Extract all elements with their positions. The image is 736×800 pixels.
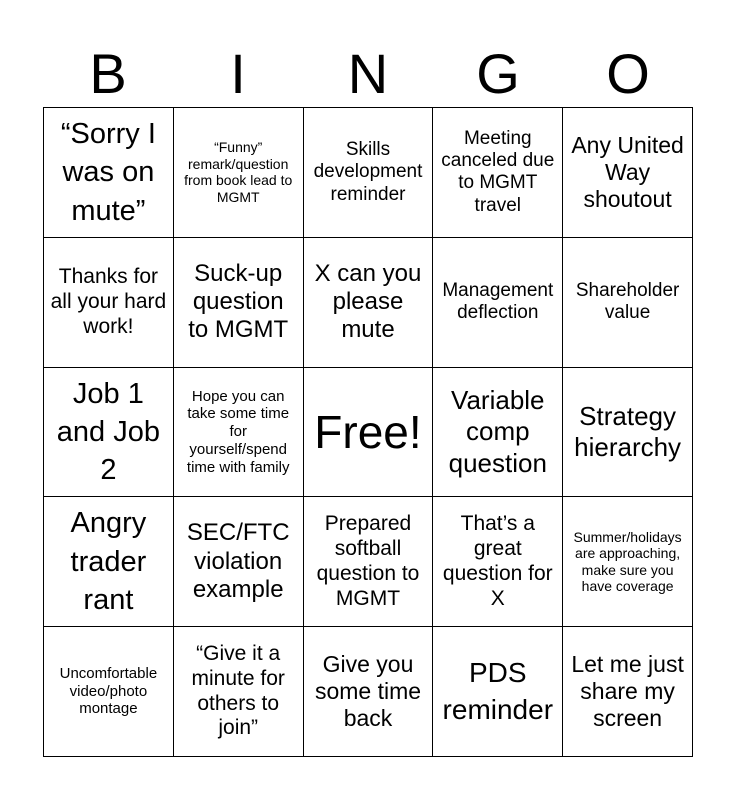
- free-space[interactable]: Free!: [304, 368, 434, 498]
- bingo-cell[interactable]: “Give it a minute for others to join”: [174, 627, 304, 757]
- header-letter-g: G: [476, 42, 520, 105]
- header-letter-n: N: [347, 42, 389, 105]
- bingo-cell[interactable]: Strategy hierarchy: [563, 368, 693, 498]
- header-letter-o: O: [606, 42, 650, 105]
- bingo-cell[interactable]: SEC/FTC violation example: [174, 497, 304, 627]
- bingo-cell[interactable]: “Funny” remark/question from book lead to MGMT: [174, 108, 304, 238]
- bingo-cell[interactable]: Variable comp question: [433, 368, 563, 498]
- bingo-cell[interactable]: Skills development reminder: [304, 108, 434, 238]
- bingo-cell[interactable]: Hope you can take some time for yourself/spend time with family: [174, 368, 304, 498]
- bingo-cell[interactable]: “Sorry I was on mute”: [44, 108, 174, 238]
- bingo-cell[interactable]: PDS reminder: [433, 627, 563, 757]
- bingo-cell[interactable]: Job 1 and Job 2: [44, 368, 174, 498]
- bingo-cell[interactable]: Uncomfortable video/photo montage: [44, 627, 174, 757]
- header-letter-b: B: [89, 42, 127, 105]
- bingo-cell[interactable]: Give you some time back: [304, 627, 434, 757]
- bingo-card: [43, 107, 693, 757]
- bingo-cell[interactable]: Meeting canceled due to MGMT travel: [433, 108, 563, 238]
- bingo-cell[interactable]: Suck-up question to MGMT: [174, 238, 304, 368]
- bingo-cell[interactable]: Angry trader rant: [44, 497, 174, 627]
- bingo-cell[interactable]: Summer/holidays are approaching, make sure you have coverage: [563, 497, 693, 627]
- bingo-cell[interactable]: That’s a great question for X: [433, 497, 563, 627]
- header-letter-i: I: [230, 42, 246, 105]
- bingo-cell[interactable]: Shareholder value: [563, 238, 693, 368]
- bingo-header: [43, 40, 693, 108]
- bingo-cell[interactable]: Thanks for all your hard work!: [44, 238, 174, 368]
- bingo-cell[interactable]: Any United Way shoutout: [563, 108, 693, 238]
- bingo-cell[interactable]: Let me just share my screen: [563, 627, 693, 757]
- bingo-cell[interactable]: X can you please mute: [304, 238, 434, 368]
- bingo-cell[interactable]: Prepared softball question to MGMT: [304, 497, 434, 627]
- bingo-cell[interactable]: Management deflection: [433, 238, 563, 368]
